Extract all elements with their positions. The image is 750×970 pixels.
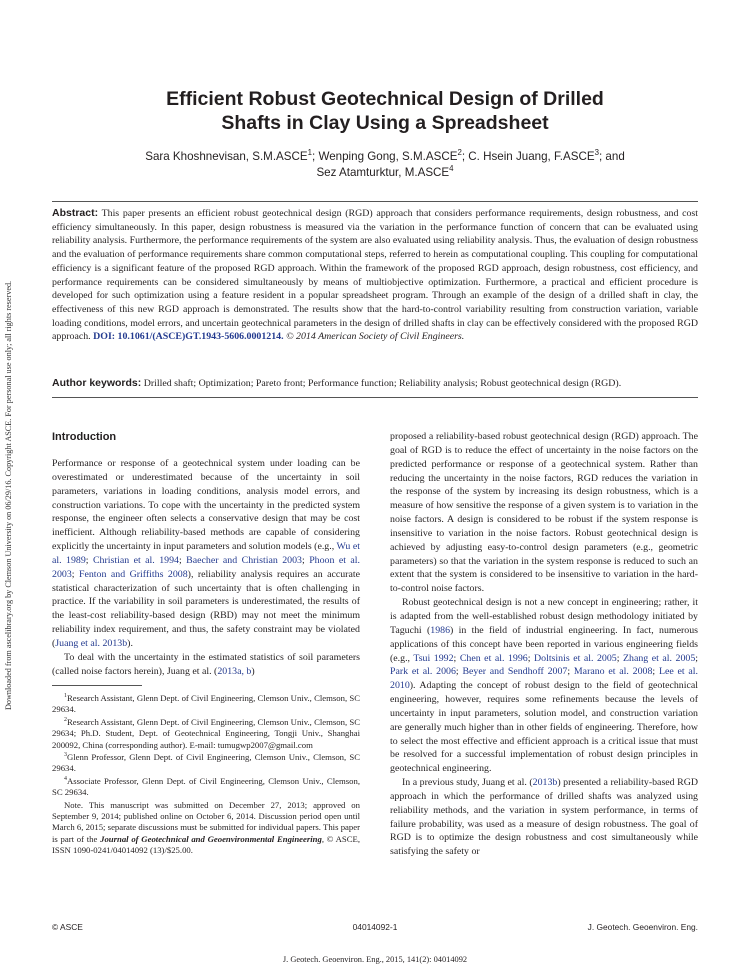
author-name: Sara Khoshnevisan, S.M.ASCE: [145, 150, 308, 163]
keywords-text: Drilled shaft; Optimization; Pareto front; Performance function; Reliability analysis; Robust geotechnical design (RGD).: [143, 378, 622, 389]
author-name: Wenping Gong, S.M.ASCE: [318, 150, 458, 163]
footer-page-id: 04014092-1: [352, 922, 398, 932]
left-column: [52, 457, 360, 679]
author-name: Sez Atamturktur, M.ASCE: [316, 165, 450, 179]
footnotes: [52, 693, 360, 858]
author-separator: ;: [461, 150, 469, 163]
keywords-label: Author keywords:: [52, 377, 142, 389]
author-affiliation-mark: 4: [449, 163, 454, 173]
citation-link[interactable]: Chen et al. 1996: [459, 652, 528, 664]
citation-link[interactable]: Zhang et al. 2005: [623, 652, 696, 664]
intro-paragraph-1: Performance or response of a geotechnical system under loading can be overestimated or underestimated because of the uncertainty in soil parameters, variations in loading conditions, analysis model errors, and construction variations. To cope with the uncertainty in the predicted system response, the engineer often selects a conservative design that may be cost inefficient. Although reliability-based methods are capable of considering explicitly the uncertainty in input parameters and solution models (e.g., Wu et al. 1989; Christian et al. 1994; Baecher and Christian 2003; Phoon et al. 2003; Fenton and Griffiths 2008), reliability analysis requires an accurate statistical characterization of such uncertainty that is often challenging in practice. If the variability in soil parameters is underestimated, the results of the least-cost reliability-based design (RBD) may not meet the minimum reliability index requirement, and thus, the safety constraint may be violated (Juang et al. 2013b).: [52, 458, 361, 649]
abstract-top-rule: [52, 201, 698, 202]
citation-link[interactable]: Doltsinis et al. 2005: [534, 652, 617, 664]
intro-paragraph-2: To deal with the uncertainty in the estimated statistics of soil parameters (called noise factors herein), Juang et al. (2013a, b): [52, 651, 360, 677]
footer-copyright: © ASCE: [52, 922, 83, 932]
section-heading-introduction: Introduction: [52, 431, 117, 443]
citation-link[interactable]: Phoon et al. 2003: [52, 554, 361, 580]
citation-link[interactable]: Lee et al. 2010: [390, 666, 699, 692]
citation-link[interactable]: 1986: [430, 624, 451, 636]
author-affiliation-mark: 3: [594, 148, 599, 158]
title-line-1: Efficient Robust Geotechnical Design of Drilled: [166, 88, 604, 110]
intro-paragraph-4: Robust geotechnical design is not a new concept in engineering; rather, it is adapted from the well-established robust design methodology initiated by Taguchi (1986) in the field of industrial engineering. In fact, numerous applications of this concept have been reported in various engineering fields (e.g., Tsui 1992; Chen et al. 1996; Doltsinis et al. 2005; Zhang et al. 2005; Park et al. 2006; Beyer and Sendhoff 2007; Marano et al. 2008; Lee et al. 2010). Adapting the concept of robust design to the field of geotechnical engineering, however, requires some refinements because the levels of uncertainty in input parameters, solution model, and construction variation are generally much higher than in other fields of engineering. Therefore, how to select the most effective and efficient approach is a critical issue that must be resolved for a successful implementation of robust design principles in geotechnical engineering.: [390, 597, 699, 775]
footnote-2: $^2$Research Assistant, Glenn Dept. of Civil Engineering, Clemson Univ., Clemson, SC 29634; Ph.D. Student, Dept. of Geotechnical Engineering, Tongji Univ., Shanghai 200092, China (corresponding author). E-mail: tumugwp2007@gmail.com: [52, 716, 360, 750]
doi-label: DOI:: [93, 331, 116, 343]
intro-paragraph-3: proposed a reliability-based robust geotechnical design (RGD) approach. The goal of RGD is to reduce the effect of uncertainty in the noise factors on the predicted performance or response of a geotechnical system. Rather than reducing the uncertainty in the noise factors, RGD reduces the variation in the response of the system by increasing its design robustness, which is a measure of how sensitive the response of a given system is to variation in the noise factors. A design is considered to be robust if the system response is insensitive to variation in the noise factors. Robust geotechnical design is achieved by adjusting easy-to-control design parameters (e.g., geometric parameters) so that the variation in the system response is reduced to such an extent that the system is considered to be insensitive to variation in the hard-to-control noise factors.: [390, 431, 698, 595]
citation-link[interactable]: Christian et al. 1994: [92, 554, 179, 566]
abstract-copyright: © 2014 American Society of Civil Engineers.: [286, 331, 465, 343]
abstract-text: This paper presents an efficient robust geotechnical design (RGD) approach that considers performance requirements, design robustness, and cost efficiency simultaneously. In this paper, design robustness is measured via the variation in the performance function of concern that can be evaluated using reliability analysis. Furthermore, the performance requirements of the system are also evaluated using reliability analysis. Thus, the evaluation of design robustness and the evaluation of performance requirements share common computational steps, referred to herein as computational coupling. This coupling for computational efficiency is a significant feature of the proposed RGD approach. Within the framework of the proposed RGD approach, design robustness, cost efficiency, and performance requirements can be considered simultaneously by means of multiobjective optimization. Furthermore, a practical and efficient procedure is developed for such optimization using a feature resident in a popular spreadsheet program. Through an example of the design of a drilled shaft in clay, the effectiveness of this new RGD approach is demonstrated. The results show that the hard-to-control variability resulting from construction variation, variable loading conditions, model errors, and uncertain geotechnical parameters in the design of drilled shafts in clay can be effectively considered with the proposed RGD approach.: [52, 208, 698, 343]
author-affiliation-mark: 2: [457, 148, 462, 158]
right-column: [390, 430, 698, 859]
download-watermark-text: Downloaded from ascelibrary.org by Clemson University on 06/29/16. Copyright ASCE. For personal use only; all rights reserved.: [4, 280, 13, 710]
title-line-2: Shafts in Clay Using a Spreadsheet: [221, 112, 549, 134]
citation-link[interactable]: Park et al. 2006: [390, 666, 456, 678]
author-name: C. Hsein Juang, F.ASCE: [468, 150, 595, 163]
abstract: [52, 207, 698, 344]
citation-link[interactable]: Marano et al. 2008: [573, 666, 653, 678]
author-separator: ; and: [598, 150, 625, 163]
citation-link[interactable]: 2013a, b: [217, 665, 252, 677]
intro-paragraph-5: In a previous study, Juang et al. (2013b) presented a reliability-based RGD approach in which the performance of drilled shafts was analyzed using reliability methods, and the variation in system performance, in terms of failure probability, was used as a measure of design robustness. The goal of RGD is to optimize the design robustness and cost simultaneously while satisfying the safety or: [390, 777, 698, 858]
citation-link[interactable]: 2013b: [532, 777, 558, 789]
author-affiliation-mark: 1: [307, 148, 313, 158]
journal-name: Journal of Geotechnical and Geoenvironmental Engineering: [100, 833, 322, 844]
bottom-citation: J. Geotech. Geoenviron. Eng., 2015, 141(2): 04014092: [282, 955, 468, 964]
keywords-bottom-rule: [52, 397, 698, 398]
citation-link[interactable]: Juang et al. 2013b: [55, 637, 128, 649]
doi-link[interactable]: 10.1061/(ASCE)GT.1943-5606.0001214.: [117, 331, 284, 343]
citation-link[interactable]: Baecher and Christian 2003: [186, 554, 302, 566]
footnote-rule: [52, 685, 142, 686]
abstract-label: Abstract:: [52, 207, 99, 219]
download-watermark: [2, 250, 16, 710]
author-separator: ;: [312, 150, 319, 163]
paper-title: [100, 87, 670, 135]
author-list: [70, 149, 700, 180]
author-keywords: [52, 377, 698, 391]
citation-link[interactable]: Wu et al. 1989: [52, 541, 360, 566]
footnote-3: $^3$Glenn Professor, Glenn Dept. of Civil Engineering, Clemson Univ., Clemson, SC 29634.: [52, 752, 360, 774]
citation-link[interactable]: Tsui 1992: [413, 652, 454, 664]
footnote-4: $^4$Associate Professor, Glenn Dept. of Civil Engineering, Clemson Univ., Clemson, SC 29634.: [52, 775, 360, 798]
citation-link[interactable]: Beyer and Sendhoff 2007: [462, 666, 568, 678]
citation-link[interactable]: Fenton and Griffiths 2008: [78, 568, 188, 580]
manuscript-note: Note. This manuscript was submitted on December 27, 2013; approved on September 9, 2014; published online on October 6, 2014. Discussion period open until March 6, 2015; separate discussions must be submitted for individual papers. This paper is part of the Journal of Geotechnical and Geoenvironmental Engineering, © ASCE, ISSN 1090-0241/04014092 (13)/$25.00.: [52, 799, 360, 856]
footer-journal: J. Geotech. Geoenviron. Eng.: [587, 922, 698, 932]
footnote-1: $^1$Research Assistant, Glenn Dept. of Civil Engineering, Clemson Univ., Clemson, SC 29634.: [52, 693, 360, 715]
